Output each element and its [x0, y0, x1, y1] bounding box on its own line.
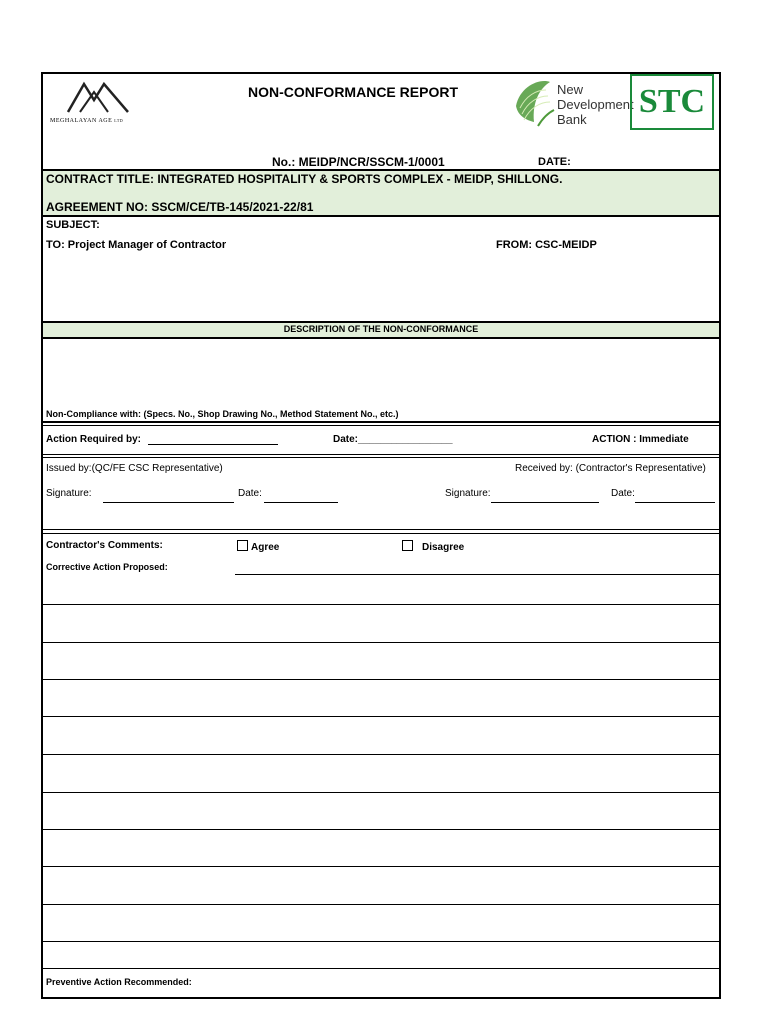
agree-label: Agree [251, 542, 280, 553]
to-field: TO: Project Manager of Contractor [46, 239, 227, 251]
ruled-line [41, 968, 721, 969]
disagree-label: Disagree [422, 542, 465, 553]
date-left-label: Date: [238, 488, 262, 499]
ndb-line-3: Bank [557, 112, 587, 127]
divider [41, 215, 721, 217]
signature-right-line[interactable] [491, 502, 599, 503]
logo-company-suffix: LTD [114, 118, 124, 123]
date-right-line[interactable] [635, 502, 715, 503]
stc-logo-text: STC [638, 83, 706, 120]
date-left-line[interactable] [264, 502, 338, 503]
action-required-line[interactable] [148, 444, 278, 445]
logo-company-name: MEGHALAYAN AGE [50, 118, 113, 124]
ruled-line [41, 642, 721, 643]
ruled-line [41, 679, 721, 680]
ndb-logo [510, 76, 634, 132]
ndb-swirl-icon [510, 76, 556, 132]
description-heading: DESCRIPTION OF THE NON-CONFORMANCE [283, 324, 479, 334]
disagree-option[interactable] [402, 540, 464, 553]
frame-right [719, 72, 721, 999]
stc-logo [630, 74, 714, 130]
divider [41, 425, 721, 426]
ncr-number: No.: MEIDP/NCR/SSCM-1/0001 [272, 155, 445, 169]
corrective-action-label: Corrective Action Proposed: [46, 562, 168, 572]
divider [41, 457, 721, 458]
date-label: DATE: [538, 156, 571, 168]
action-date[interactable]: Date:_________________ [333, 434, 453, 445]
ruled-line [41, 792, 721, 793]
preventive-action-label: Preventive Action Recommended: [46, 977, 192, 987]
signature-right-label: Signature: [445, 488, 491, 499]
action-immediate: ACTION : Immediate [592, 434, 689, 445]
meghalayan-age-logo [50, 78, 160, 128]
divider [41, 454, 721, 455]
subject-label: SUBJECT: [46, 219, 100, 231]
ruled-line [41, 941, 721, 942]
frame-top [41, 72, 721, 74]
ndb-line-1: New [557, 82, 584, 97]
ruled-line [41, 829, 721, 830]
contractor-comments-label: Contractor's Comments: [46, 540, 163, 551]
date-right-label: Date: [611, 488, 635, 499]
signature-left-line[interactable] [103, 502, 234, 503]
report-title: NON-CONFORMANCE REPORT [248, 84, 458, 100]
action-required-label: Action Required by: [46, 434, 142, 445]
corrective-action-line[interactable] [235, 574, 719, 575]
agreement-number: AGREEMENT NO: SSCM/CE/TB-145/2021-22/81 [46, 200, 314, 214]
divider [41, 421, 721, 423]
divider [41, 529, 721, 530]
from-field: FROM: CSC-MEIDP [496, 239, 597, 251]
mountain-logo-icon [50, 78, 160, 118]
ruled-line [41, 754, 721, 755]
frame-bottom [41, 997, 721, 999]
agree-option[interactable] [237, 540, 279, 553]
ndb-line-2: Development [557, 97, 634, 112]
ruled-line [41, 866, 721, 867]
ruled-line [41, 604, 721, 605]
divider [41, 533, 721, 534]
contract-title: CONTRACT TITLE: INTEGRATED HOSPITALITY & SPORTS COMPLEX - MEIDP, SHILLONG. [46, 172, 563, 186]
agree-checkbox[interactable] [237, 540, 248, 551]
divider [41, 337, 721, 339]
ruled-line [41, 904, 721, 905]
issued-by-label: Issued by:(QC/FE CSC Representative) [46, 463, 223, 474]
disagree-checkbox[interactable] [402, 540, 413, 551]
signature-left-label: Signature: [46, 488, 92, 499]
non-compliance-text: Non-Compliance with: (Specs. No., Shop Drawing No., Method Statement No., etc.) [46, 409, 399, 419]
received-by-label: Received by: (Contractor's Representative) [515, 463, 706, 474]
ruled-line [41, 716, 721, 717]
